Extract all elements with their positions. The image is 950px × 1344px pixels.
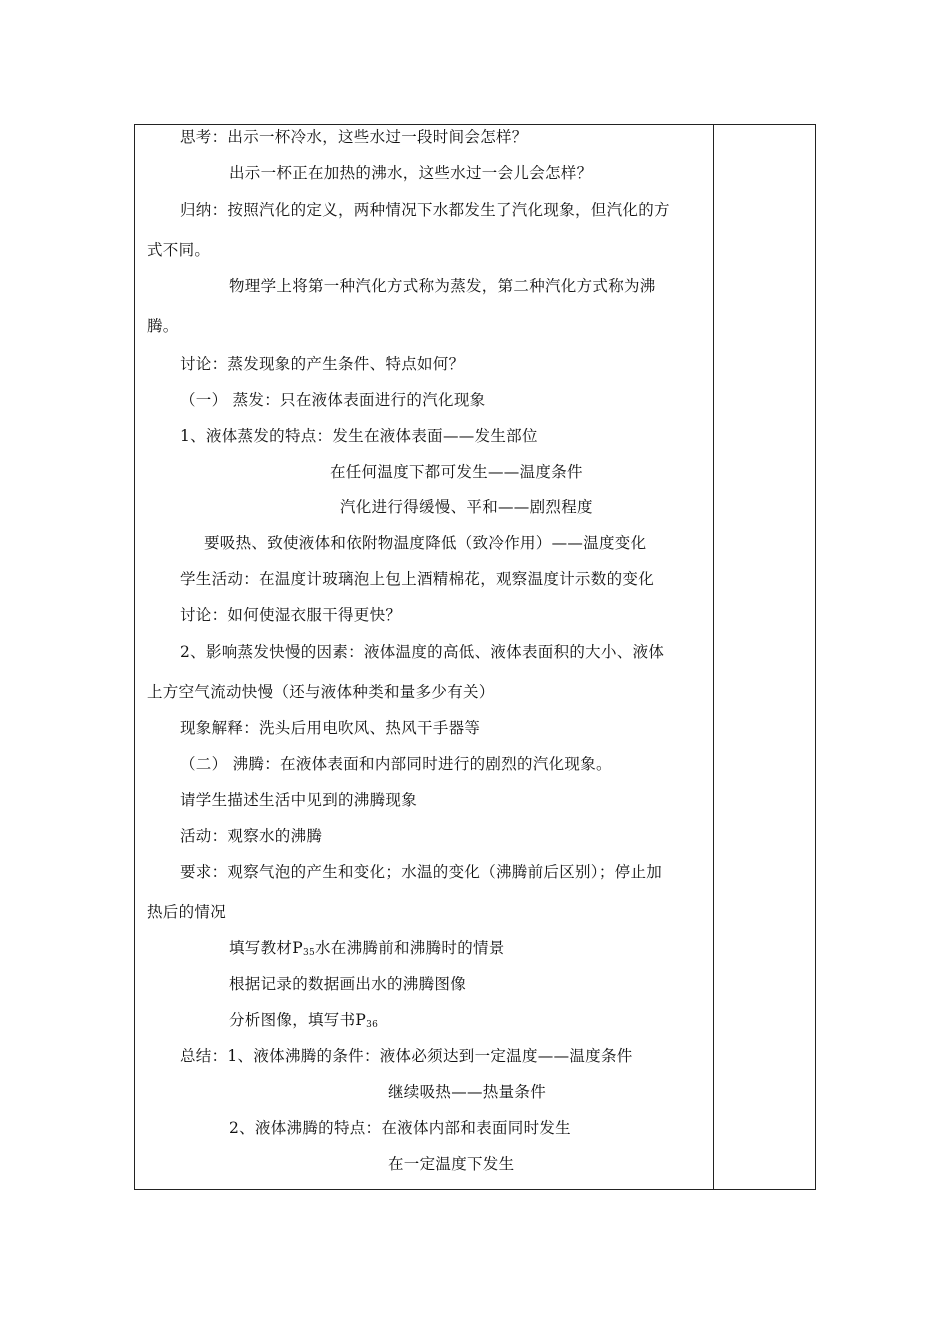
text-line-25-a: 分析图像，填写书 (229, 1011, 356, 1029)
text-line-19: 请学生描述生活中见到的沸腾现象 (180, 791, 418, 809)
text-line-16: 上方空气流动快慢（还与液体种类和量多少有关） (147, 683, 495, 701)
text-line-20: 活动：观察水的沸腾 (180, 827, 323, 845)
page-ref-p: P (292, 939, 303, 957)
text-line-17: 现象解释：洗头后用电吹风、热风干手器等 (180, 719, 481, 737)
section-heading-evaporation: （一） 蒸发：只在液体表面进行的汽化现象 (180, 391, 486, 409)
table-column-divider (713, 124, 714, 1190)
text-line-15: 2、影响蒸发快慢的因素：液体温度的高低、液体表面积的大小、液体 (180, 643, 665, 661)
text-line-26: 总结：1、液体沸腾的条件：液体必须达到一定温度——温度条件 (180, 1047, 633, 1065)
text-line-24: 根据记录的数据画出水的沸腾图像 (229, 975, 467, 993)
text-line-25 (229, 1010, 378, 1035)
text-line-9: 1、液体蒸发的特点：发生在液体表面——发生部位 (180, 427, 538, 445)
text-line-6: 腾。 (147, 317, 179, 335)
page-ref-number-2: 36 (366, 1020, 379, 1030)
text-line-21: 要求：观察气泡的产生和变化；水温的变化（沸腾前后区别）；停止加 (180, 863, 663, 881)
text-line-5: 物理学上将第一种汽化方式称为蒸发，第二种汽化方式称为沸 (229, 277, 656, 295)
text-line-7: 讨论：蒸发现象的产生条件、特点如何？ (180, 355, 465, 373)
text-line-29: 在一定温度下发生 (388, 1155, 515, 1173)
text-line-2: 出示一杯正在加热的沸水，这些水过一会儿会怎样？ (229, 164, 593, 182)
text-line-23 (229, 938, 505, 963)
text-line-10: 在任何温度下都可发生——温度条件 (330, 463, 583, 481)
text-line-22: 热后的情况 (147, 903, 227, 921)
text-line-27: 继续吸热——热量条件 (388, 1083, 547, 1101)
text-line-13: 学生活动：在温度计玻璃泡上包上酒精棉花，观察温度计示数的变化 (180, 570, 655, 588)
text-line-3: 归纳：按照汽化的定义，两种情况下水都发生了汽化现象，但汽化的方 (180, 201, 670, 219)
text-line-1: 思考：出示一杯冷水，这些水过一段时间会怎样？ (180, 128, 528, 146)
text-line-14: 讨论：如何使湿衣服干得更快？ (180, 606, 402, 624)
text-line-23-b: 水在沸腾前和沸腾时的情景 (315, 939, 505, 957)
text-line-28: 2、液体沸腾的特点：在液体内部和表面同时发生 (229, 1119, 571, 1137)
text-line-12: 要吸热、致使液体和依附物温度降低（致冷作用）——温度变化 (204, 534, 647, 552)
text-line-11: 汽化进行得缓慢、平和——剧烈程度 (340, 498, 593, 516)
page-ref-number: 35 (302, 948, 315, 958)
text-line-4: 式不同。 (147, 241, 211, 259)
page-ref-p-2: P (355, 1011, 367, 1029)
section-heading-boiling: （二） 沸腾：在液体表面和内部同时进行的剧烈的汽化现象。 (180, 755, 612, 773)
text-line-23-a: 填写教材 (229, 939, 293, 957)
